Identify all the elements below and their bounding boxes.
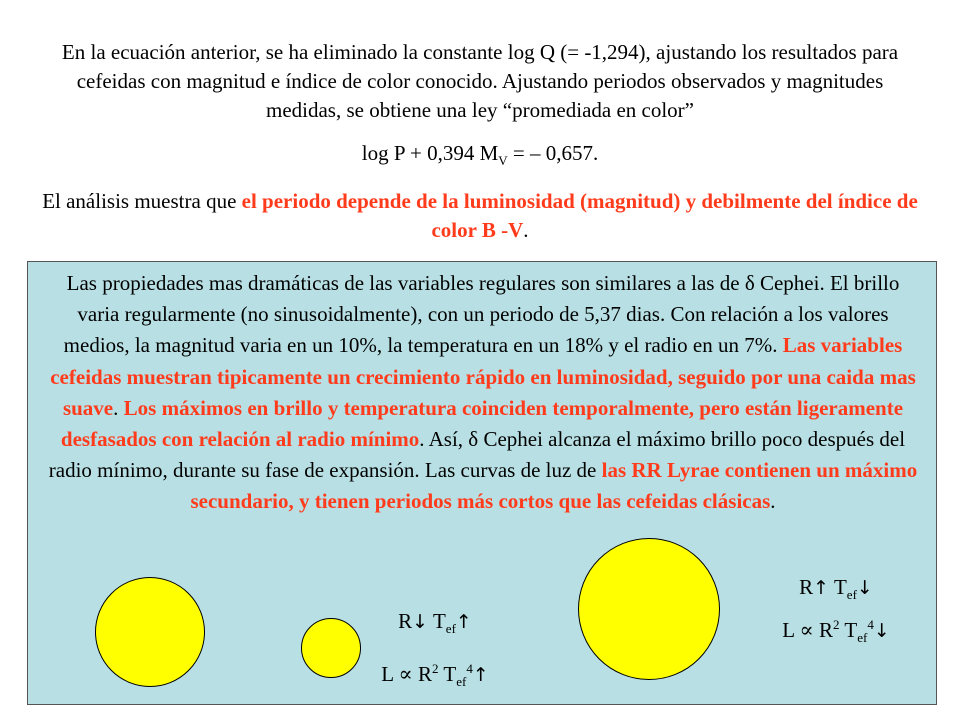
arrow-up-icon: ↑ (813, 577, 830, 599)
intro-paragraph: En la ecuación anterior, se ha eliminado la constante log Q (= -1,294), ajustando los resultados para cefeidas con magnitud e índice de color conocido. Ajustando periodos observados y magnitudes medidas, se obtiene una ley “promediada en color” (61, 40, 899, 122)
period-luminosity-formula (40, 139, 920, 175)
arrow-down-icon: ↓ (412, 611, 429, 633)
panel-text-content (48, 268, 918, 518)
star-large-circle (578, 538, 720, 680)
panel-segment: Cephei alcanza el máximo brillo poco después del radio mínimo, durante su fase de expansión. Las curvas de luz de (48, 427, 906, 483)
cepheid-info-panel (27, 261, 937, 705)
contracting-line-1: R↓ $T_{ef}↑$ (398, 609, 472, 637)
panel-highlight: Las variables cefeidas muestran tipicamente un crecimiento rápido en luminosidad, seguido por una caida mas suave (50, 333, 916, 420)
star-small-circle (301, 618, 361, 678)
analysis-prefix: El análisis muestra que (42, 189, 242, 214)
proportional-icon: ∝ (398, 662, 413, 687)
analysis-highlight: el periodo depende de la luminosidad (magnitud) y debilmente del índice de color B -V (241, 189, 918, 243)
intro-text (40, 38, 920, 245)
formula-left: log P + 0,394 M (361, 141, 499, 165)
panel-segment: Las propiedades mas dramáticas de las variables regulares son similares a las de (66, 271, 745, 295)
arrow-up-icon: ↑ (455, 611, 472, 633)
contracting-relations (360, 606, 510, 697)
panel-segment: Cephei. El brillo varia regularmente (no sinusoidalmente), con un periodo de 5,37 dias. Con relación a los valores medios, la magnitud varia en un 10%, la temperatura en un 18% y el radio en un 7%. (63, 271, 900, 358)
panel-segment: . (770, 489, 776, 514)
panel-highlight: Los máximos en brillo y temperatura coinciden temporalmente, pero están ligeramente desfasados con relación al radio mínimo (60, 395, 904, 452)
delta-symbol: δ (468, 427, 479, 452)
contracting-line-2: $L \propto R^2$ $T_{ef}^4↑$ (381, 661, 489, 690)
panel-segment: . Así, (419, 427, 469, 452)
formula-subscript: V (498, 153, 508, 169)
star-medium-circle (95, 577, 205, 687)
panel-paragraph (48, 268, 918, 518)
analysis-suffix: . (523, 218, 529, 243)
arrow-down-icon: ↓ (873, 620, 890, 643)
arrow-down-icon: ↓ (856, 577, 873, 599)
expanding-line-1: R↑ $T_{ef}↓$ (799, 575, 873, 603)
expanding-line-2: $L \propto R^2$ $T_{ef}^4↓$ (782, 617, 890, 646)
formula-right: = – 0,657. (507, 141, 599, 165)
panel-segment: . (113, 395, 124, 420)
expanding-relations (761, 572, 911, 653)
proportional-icon: ∝ (799, 618, 814, 643)
panel-highlight: las RR Lyrae contienen un máximo secundario, y tienen periodos más cortos que las cefeidas clásicas (190, 458, 918, 514)
delta-symbol: δ (744, 271, 755, 295)
arrow-up-icon: ↑ (472, 664, 489, 687)
analysis-paragraph (40, 187, 920, 245)
